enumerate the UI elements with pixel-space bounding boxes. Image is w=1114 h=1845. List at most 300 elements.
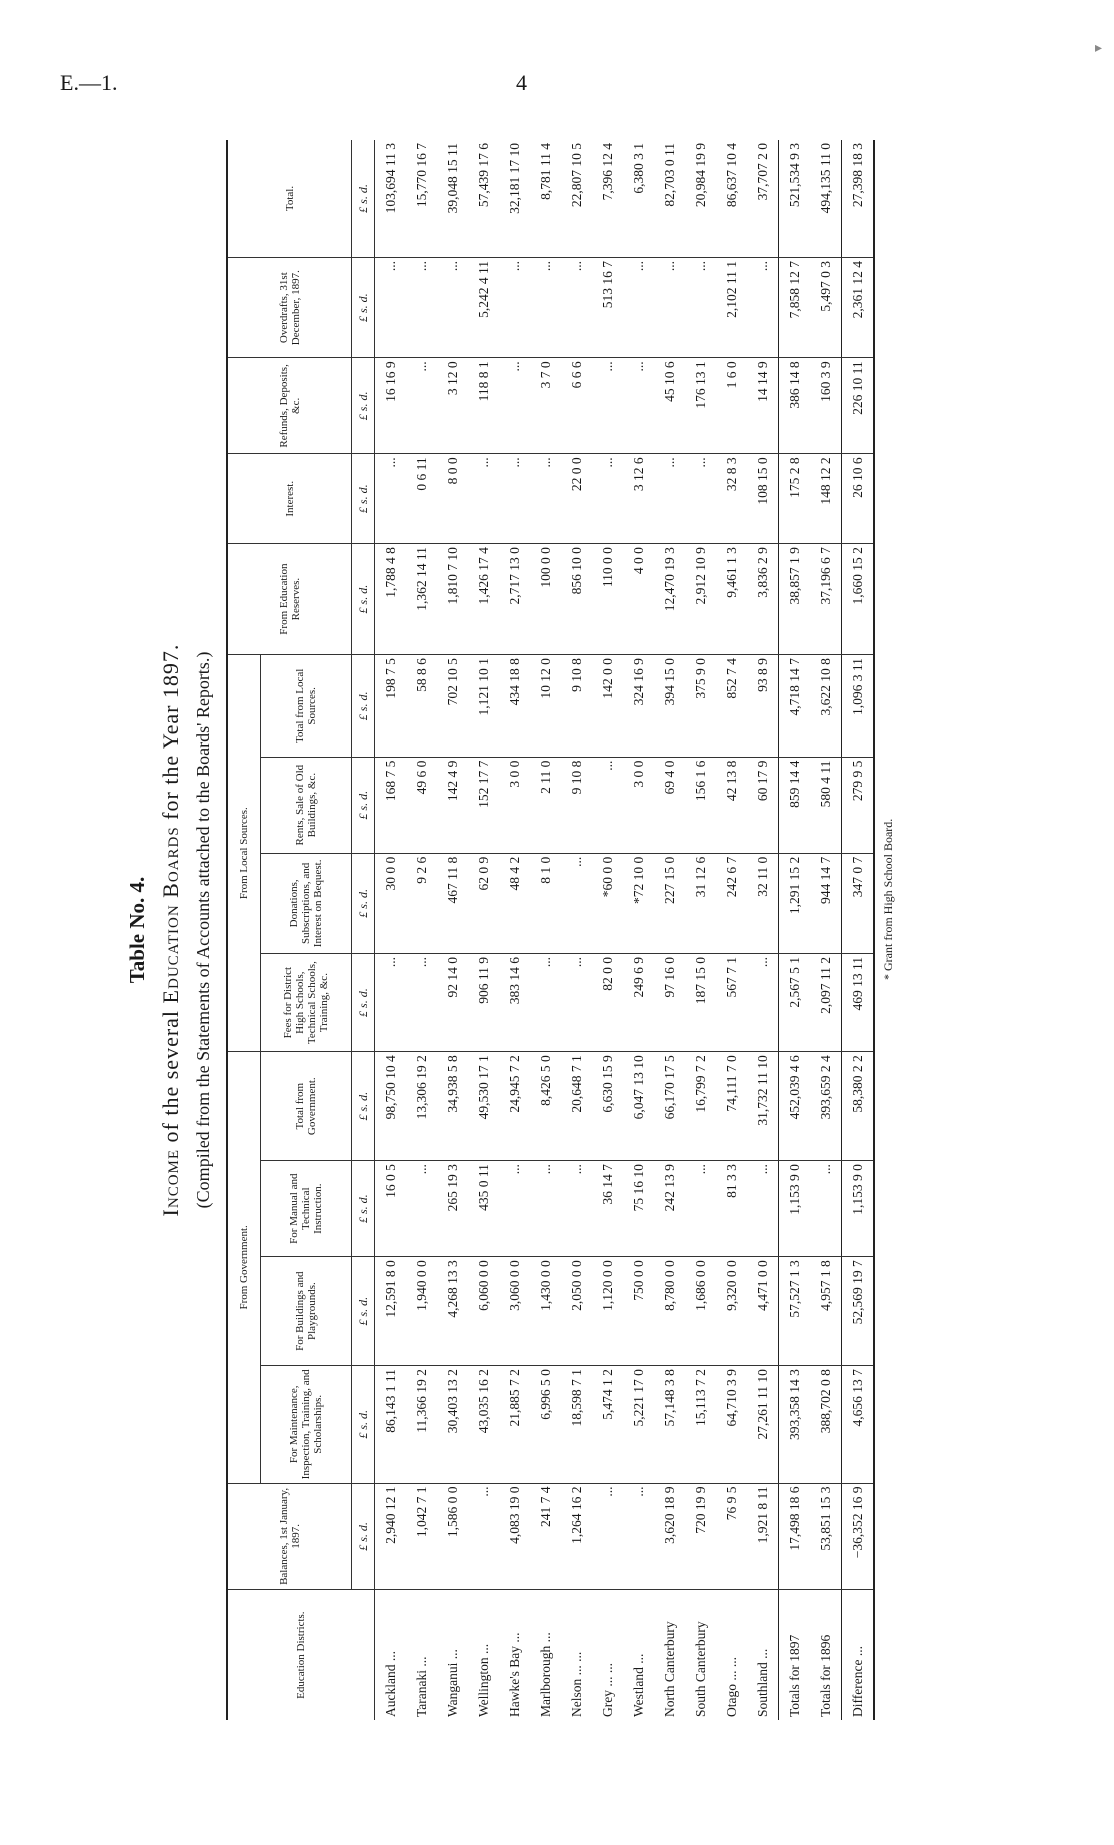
table-cell: 69 4 0 xyxy=(654,757,685,853)
table-cell: 75 16 10 xyxy=(623,1161,654,1257)
table-row xyxy=(499,140,530,1720)
table-cell: 92 14 0 xyxy=(437,954,468,1052)
table-cell: 21,885 7 2 xyxy=(499,1366,530,1483)
table-cell: 9 10 8 xyxy=(561,757,592,853)
table-cell: 1,264 16 2 xyxy=(561,1483,592,1590)
table-cell: ... xyxy=(747,954,779,1052)
table-cell: 32,181 17 10 xyxy=(499,140,530,258)
table-cell: 97 16 0 xyxy=(654,954,685,1052)
table-cell: 4,083 19 0 xyxy=(499,1483,530,1590)
table-row xyxy=(842,140,875,1720)
table-cell: 2,097 11 2 xyxy=(810,954,842,1052)
table-row xyxy=(437,140,468,1720)
table-cell: 64,710 3 9 xyxy=(716,1366,747,1483)
col-total-local: Total from Local Sources. xyxy=(261,655,352,758)
table-cell: 22,807 10 5 xyxy=(561,140,592,258)
table-cell: ... xyxy=(685,454,716,544)
unit-label: £ s. d. xyxy=(352,954,375,1052)
table-cell: 98,750 10 4 xyxy=(375,1052,407,1161)
table-cell: 36 14 7 xyxy=(592,1161,623,1257)
table-cell: 86,143 1 11 xyxy=(375,1366,407,1483)
table-cell: 1,586 0 0 xyxy=(437,1483,468,1590)
table-cell: 944 14 7 xyxy=(810,853,842,953)
col-total: Total. xyxy=(227,140,352,258)
unit-label: £ s. d. xyxy=(352,454,375,544)
table-cell: 168 7 5 xyxy=(375,757,407,853)
col-refunds: Refunds, Deposits, &c. xyxy=(227,358,352,454)
table-cell: 324 16 9 xyxy=(623,655,654,758)
district-name: Westland ... xyxy=(630,1653,646,1717)
table-cell: 242 13 9 xyxy=(654,1161,685,1257)
table-cell: 17,498 18 6 xyxy=(779,1483,811,1590)
table-cell: 580 4 11 xyxy=(810,757,842,853)
table-cell: 58 8 6 xyxy=(406,655,437,758)
table-row xyxy=(468,140,499,1720)
table-cell: 3,836 2 9 xyxy=(747,544,779,655)
table-cell: 6,060 0 0 xyxy=(468,1257,499,1366)
col-district: Education Districts. xyxy=(227,1590,375,1720)
table-cell: 1 6 0 xyxy=(716,358,747,454)
unit-label: £ s. d. xyxy=(352,1257,375,1366)
table-cell: 388,702 0 8 xyxy=(810,1366,842,1483)
table-cell: 241 7 4 xyxy=(530,1483,561,1590)
table-cell: 1,121 10 1 xyxy=(468,655,499,758)
footnote: * Grant from High School Board. xyxy=(881,818,895,980)
table-cell: 4,656 13 7 xyxy=(842,1366,875,1483)
table-cell: 1,096 3 11 xyxy=(842,655,875,758)
table-cell: 27,261 11 10 xyxy=(747,1366,779,1483)
table-cell: ... xyxy=(685,1161,716,1257)
table-row xyxy=(375,140,407,1720)
table-cell: *72 10 0 xyxy=(623,853,654,953)
table-cell: ... xyxy=(592,454,623,544)
header-group-row xyxy=(227,140,261,1720)
table-cell: ... xyxy=(468,454,499,544)
table-cell: 8,426 5 0 xyxy=(530,1052,561,1161)
table-cell: 2,050 0 0 xyxy=(561,1257,592,1366)
table-cell: 3,620 18 9 xyxy=(654,1483,685,1590)
table-cell: 265 19 3 xyxy=(437,1161,468,1257)
table-cell: 469 13 11 xyxy=(842,954,875,1052)
table-cell: 3 12 6 xyxy=(623,454,654,544)
table-cell: 393,659 2 4 xyxy=(810,1052,842,1161)
table-cell: 86,637 10 4 xyxy=(716,140,747,258)
col-donations: Donations, Subscriptions, and Interest on Bequest. xyxy=(261,853,352,953)
units-row xyxy=(352,140,375,1720)
table-cell: 1,810 7 10 xyxy=(437,544,468,655)
table-cell: 720 19 9 xyxy=(685,1483,716,1590)
table-cell: ... xyxy=(623,358,654,454)
col-fees: Fees for District High Schools, Technical Schools, Training, &c. xyxy=(261,954,352,1052)
district-name: Grey ... ... xyxy=(599,1663,615,1717)
title-mid: of the several xyxy=(158,1003,183,1149)
table-cell: 62 0 9 xyxy=(468,853,499,953)
table-cell: 906 11 9 xyxy=(468,954,499,1052)
table-row xyxy=(561,140,592,1720)
title-prefix: Income xyxy=(158,1148,183,1217)
unit-label: £ s. d. xyxy=(352,1161,375,1257)
table-cell: 1,120 0 0 xyxy=(592,1257,623,1366)
unit-label: £ s. d. xyxy=(352,757,375,853)
table-cell: 7,858 12 7 xyxy=(779,258,811,358)
table-cell: 2,102 11 1 xyxy=(716,258,747,358)
table-cell: 93 8 9 xyxy=(747,655,779,758)
table-cell: ... xyxy=(499,258,530,358)
district-name: Southland ... xyxy=(754,1648,770,1717)
table-cell: 1,042 7 1 xyxy=(406,1483,437,1590)
table-cell: ... xyxy=(530,1161,561,1257)
table-cell: 152 17 7 xyxy=(468,757,499,853)
table-cell: 3,622 10 8 xyxy=(810,655,842,758)
table-cell: 249 6 9 xyxy=(623,954,654,1052)
table-cell: ... xyxy=(530,454,561,544)
table-cell: 12,470 19 3 xyxy=(654,544,685,655)
table-cell: 9,320 0 0 xyxy=(716,1257,747,1366)
unit-label: £ s. d. xyxy=(352,140,375,258)
table-cell: 74,111 7 0 xyxy=(716,1052,747,1161)
table-cell: ... xyxy=(375,954,407,1052)
table-cell: 3,060 0 0 xyxy=(499,1257,530,1366)
table-cell: 394 15 0 xyxy=(654,655,685,758)
table-row xyxy=(810,140,842,1720)
table-cell: 37,707 2 0 xyxy=(747,140,779,258)
table-cell: 383 14 6 xyxy=(499,954,530,1052)
table-cell: 57,148 3 8 xyxy=(654,1366,685,1483)
table-cell: 32 11 0 xyxy=(747,853,779,953)
district-name: Wanganui ... xyxy=(444,1649,460,1717)
unit-label: £ s. d. xyxy=(352,853,375,953)
district-name: Taranaki ... xyxy=(413,1656,429,1717)
table-cell: 386 14 8 xyxy=(779,358,811,454)
table-cell: 15,113 7 2 xyxy=(685,1366,716,1483)
table-cell: 20,984 19 9 xyxy=(685,140,716,258)
table-cell: 3 7 0 xyxy=(530,358,561,454)
unit-label: £ s. d. xyxy=(352,544,375,655)
table-row xyxy=(623,140,654,1720)
unit-label: £ s. d. xyxy=(352,258,375,358)
table-cell: ... xyxy=(561,258,592,358)
table-cell: 49,530 17 1 xyxy=(468,1052,499,1161)
table-cell: 1,686 0 0 xyxy=(685,1257,716,1366)
col-balances: Balances, 1st January, 1897. xyxy=(227,1483,352,1590)
table-label: Table No. 4. xyxy=(125,876,149,984)
table-cell: 13,306 19 2 xyxy=(406,1052,437,1161)
table-cell: 1,153 9 0 xyxy=(779,1161,811,1257)
table-cell: ... xyxy=(654,258,685,358)
table-cell: 347 0 7 xyxy=(842,853,875,953)
col-overdrafts: Overdrafts, 31st December, 1897. xyxy=(227,258,352,358)
table-cell: ... xyxy=(499,358,530,454)
table-cell: ... xyxy=(406,258,437,358)
table-cell: 6 6 6 xyxy=(561,358,592,454)
table-cell: 852 7 4 xyxy=(716,655,747,758)
table-cell: 31 12 6 xyxy=(685,853,716,953)
district-name: Wellington ... xyxy=(475,1643,491,1717)
table-cell: 4,718 14 7 xyxy=(779,655,811,758)
unit-label: £ s. d. xyxy=(352,1366,375,1483)
table-cell: ... xyxy=(592,1483,623,1590)
table-cell: 1,291 15 2 xyxy=(779,853,811,953)
table-cell: 6,380 3 1 xyxy=(623,140,654,258)
district-name: Auckland ... xyxy=(382,1651,398,1717)
title-suffix: for the Year 1897. xyxy=(158,643,183,827)
table-cell: ... xyxy=(654,454,685,544)
col-interest: Interest. xyxy=(227,454,352,544)
table-cell: 1,153 9 0 xyxy=(842,1161,875,1257)
table-row xyxy=(592,140,623,1720)
table-cell: 5,221 17 0 xyxy=(623,1366,654,1483)
table-subtitle: (Compiled from the Statements of Accounts attached to the Boards' Reports.) xyxy=(193,651,213,1209)
table-cell: 53,851 15 3 xyxy=(810,1483,842,1590)
table-cell: 58,380 2 2 xyxy=(842,1052,875,1161)
table-cell: 4 0 0 xyxy=(623,544,654,655)
table-cell: 30,403 13 2 xyxy=(437,1366,468,1483)
unit-label: £ s. d. xyxy=(352,358,375,454)
table-cell: 375 9 0 xyxy=(685,655,716,758)
rotated-table-block xyxy=(120,140,1040,1720)
table-cell: 110 0 0 xyxy=(592,544,623,655)
table-cell: ... xyxy=(406,1161,437,1257)
table-cell: 8 1 0 xyxy=(530,853,561,953)
table-cell: 187 15 0 xyxy=(685,954,716,1052)
district-name: Otago ... ... xyxy=(723,1657,739,1717)
table-cell: 750 0 0 xyxy=(623,1257,654,1366)
table-cell: 82,703 0 11 xyxy=(654,140,685,258)
table-body xyxy=(375,140,875,1720)
table-cell: 3 0 0 xyxy=(623,757,654,853)
table-cell: ... xyxy=(468,1483,499,1590)
table-cell: 8,780 0 0 xyxy=(654,1257,685,1366)
table-cell: 4,471 0 0 xyxy=(747,1257,779,1366)
table-cell: 148 12 2 xyxy=(810,454,842,544)
table-cell: 118 8 1 xyxy=(468,358,499,454)
district-name: North Canterbury xyxy=(661,1621,677,1717)
table-cell: 11,366 19 2 xyxy=(406,1366,437,1483)
table-cell: 16 0 5 xyxy=(375,1161,407,1257)
district-name: South Canterbury xyxy=(692,1621,708,1717)
table-cell: 279 9 5 xyxy=(842,757,875,853)
table-cell: 175 2 8 xyxy=(779,454,811,544)
table-cell: 39,048 15 11 xyxy=(437,140,468,258)
table-cell: 66,170 17 5 xyxy=(654,1052,685,1161)
table-cell: 2 11 0 xyxy=(530,757,561,853)
table-cell: 57,439 17 6 xyxy=(468,140,499,258)
table-cell: 42 13 8 xyxy=(716,757,747,853)
table-cell: 859 14 4 xyxy=(779,757,811,853)
table-cell: 435 0 11 xyxy=(468,1161,499,1257)
table-cell: 34,938 5 8 xyxy=(437,1052,468,1161)
title-emph: Education Boards xyxy=(158,826,183,1004)
table-row xyxy=(406,140,437,1720)
table-cell: ... xyxy=(685,258,716,358)
table-cell: 24,945 7 2 xyxy=(499,1052,530,1161)
table-cell: 2,912 10 9 xyxy=(685,544,716,655)
table-cell: *60 0 0 xyxy=(592,853,623,953)
table-cell: 1,660 15 2 xyxy=(842,544,875,655)
table-cell: 226 10 11 xyxy=(842,358,875,454)
district-name: Totals for 1896 xyxy=(817,1634,833,1717)
table-cell: 1,362 14 11 xyxy=(406,544,437,655)
table-cell: 37,196 6 7 xyxy=(810,544,842,655)
table-cell: 513 16 7 xyxy=(592,258,623,358)
table-cell: ... xyxy=(406,954,437,1052)
district-name: Nelson ... ... xyxy=(568,1651,584,1717)
table-cell: −36,352 16 9 xyxy=(842,1483,875,1590)
col-rents: Rents, Sale of Old Buildings, &c. xyxy=(261,757,352,853)
table-cell: 5,497 0 3 xyxy=(810,258,842,358)
table-cell: 31,732 11 10 xyxy=(747,1052,779,1161)
table-cell: 6,047 13 10 xyxy=(623,1052,654,1161)
table-cell: 82 0 0 xyxy=(592,954,623,1052)
table-cell: 3 12 0 xyxy=(437,358,468,454)
table-cell: 103,694 11 3 xyxy=(375,140,407,258)
table-cell: 6,630 15 9 xyxy=(592,1052,623,1161)
table-cell: ... xyxy=(592,757,623,853)
table-cell: 1,940 0 0 xyxy=(406,1257,437,1366)
group-government: From Government. xyxy=(227,1052,261,1483)
table-row xyxy=(779,140,811,1720)
table-cell: 1,430 0 0 xyxy=(530,1257,561,1366)
table-cell: 48 4 2 xyxy=(499,853,530,953)
table-cell: ... xyxy=(375,258,407,358)
table-cell: 76 9 5 xyxy=(716,1483,747,1590)
table-cell: 32 8 3 xyxy=(716,454,747,544)
table-cell: 15,770 16 7 xyxy=(406,140,437,258)
table-cell: 57,527 1 3 xyxy=(779,1257,811,1366)
unit-label: £ s. d. xyxy=(352,1483,375,1590)
district-name: Marlborough ... xyxy=(537,1632,553,1717)
table-cell: 176 13 1 xyxy=(685,358,716,454)
table-cell: 22 0 0 xyxy=(561,454,592,544)
table-cell: 2,717 13 0 xyxy=(499,544,530,655)
table-cell: 702 10 5 xyxy=(437,655,468,758)
table-cell: 434 18 8 xyxy=(499,655,530,758)
table-cell: ... xyxy=(623,258,654,358)
table-cell: 16,799 7 2 xyxy=(685,1052,716,1161)
group-local: From Local Sources. xyxy=(227,655,261,1052)
table-cell: ... xyxy=(561,1161,592,1257)
unit-label: £ s. d. xyxy=(352,1052,375,1161)
edge-mark: ▸ xyxy=(1095,41,1103,56)
table-cell: ... xyxy=(592,358,623,454)
table-cell: 43,035 16 2 xyxy=(468,1366,499,1483)
table-cell: ... xyxy=(375,454,407,544)
col-maintenance: For Maintenance, Inspection, Training, and Scholarships. xyxy=(261,1366,352,1483)
col-buildings: For Buildings and Playgrounds. xyxy=(261,1257,352,1366)
table-cell: 10 12 0 xyxy=(530,655,561,758)
table-cell: ... xyxy=(499,1161,530,1257)
table-title xyxy=(154,140,188,1720)
table-cell: 38,857 1 9 xyxy=(779,544,811,655)
table-row xyxy=(716,140,747,1720)
col-reserves: From Education Reserves. xyxy=(227,544,352,655)
table-cell: ... xyxy=(747,1161,779,1257)
table-row xyxy=(685,140,716,1720)
table-cell: ... xyxy=(561,853,592,953)
income-table xyxy=(226,140,875,1720)
table-cell: ... xyxy=(406,358,437,454)
table-cell: ... xyxy=(499,454,530,544)
table-cell: 49 6 0 xyxy=(406,757,437,853)
table-cell: 142 0 0 xyxy=(592,655,623,758)
table-cell: 2,940 12 1 xyxy=(375,1483,407,1590)
table-cell: 9 2 6 xyxy=(406,853,437,953)
col-manual: For Manual and Technical Instruction. xyxy=(261,1161,352,1257)
district-name: Hawke's Bay ... xyxy=(506,1632,522,1717)
table-cell: 16 16 9 xyxy=(375,358,407,454)
table-cell: ... xyxy=(747,258,779,358)
district-name: Difference ... xyxy=(842,1590,875,1720)
table-cell: 2,567 5 1 xyxy=(779,954,811,1052)
page-reference: E.—1. xyxy=(60,70,118,95)
table-cell: 8,781 11 4 xyxy=(530,140,561,258)
table-row xyxy=(747,140,779,1720)
table-cell: ... xyxy=(437,258,468,358)
table-cell: 100 0 0 xyxy=(530,544,561,655)
table-cell: 14 14 9 xyxy=(747,358,779,454)
table-cell: 7,396 12 4 xyxy=(592,140,623,258)
table-cell: 856 10 0 xyxy=(561,544,592,655)
table-cell: 5,474 1 2 xyxy=(592,1366,623,1483)
table-cell: 52,569 19 7 xyxy=(842,1257,875,1366)
table-cell: 9 10 8 xyxy=(561,655,592,758)
district-name: Totals for 1897 xyxy=(779,1590,811,1720)
table-cell: 198 7 5 xyxy=(375,655,407,758)
table-cell: ... xyxy=(623,1483,654,1590)
table-cell: 81 3 3 xyxy=(716,1161,747,1257)
table-cell: 160 3 9 xyxy=(810,358,842,454)
table-cell: 452,039 4 6 xyxy=(779,1052,811,1161)
table-cell: 227 15 0 xyxy=(654,853,685,953)
table-cell: 521,534 9 3 xyxy=(779,140,811,258)
table-cell: 30 0 0 xyxy=(375,853,407,953)
col-total-gov: Total from Government. xyxy=(261,1052,352,1161)
table-cell: 393,358 14 3 xyxy=(779,1366,811,1483)
table-cell: 467 11 8 xyxy=(437,853,468,953)
table-cell: 4,268 13 3 xyxy=(437,1257,468,1366)
table-cell: 27,398 18 3 xyxy=(842,140,875,258)
table-cell: 142 4 9 xyxy=(437,757,468,853)
table-cell: 18,598 7 1 xyxy=(561,1366,592,1483)
table-row xyxy=(654,140,685,1720)
page-number: 4 xyxy=(516,70,527,95)
table-cell: 6,996 5 0 xyxy=(530,1366,561,1483)
table-cell: 3 0 0 xyxy=(499,757,530,853)
table-cell: 108 15 0 xyxy=(747,454,779,544)
table-cell: 1,921 8 11 xyxy=(747,1483,779,1590)
table-cell: ... xyxy=(530,258,561,358)
table-cell: 242 6 7 xyxy=(716,853,747,953)
table-cell: 2,361 12 4 xyxy=(842,258,875,358)
table-cell: ... xyxy=(530,954,561,1052)
table-cell: ... xyxy=(561,954,592,1052)
table-cell: 20,648 7 1 xyxy=(561,1052,592,1161)
table-cell: 45 10 6 xyxy=(654,358,685,454)
table-cell: ... xyxy=(810,1161,842,1257)
table-cell: 8 0 0 xyxy=(437,454,468,544)
unit-label: £ s. d. xyxy=(352,655,375,758)
table-row xyxy=(530,140,561,1720)
table-cell: 1,788 4 8 xyxy=(375,544,407,655)
table-cell: 4,957 1 8 xyxy=(810,1257,842,1366)
table-cell: 60 17 9 xyxy=(747,757,779,853)
table-cell: 12,591 8 0 xyxy=(375,1257,407,1366)
table-cell: 0 6 11 xyxy=(406,454,437,544)
table-cell: 5,242 4 11 xyxy=(468,258,499,358)
table-cell: 1,426 17 4 xyxy=(468,544,499,655)
table-cell: 156 1 6 xyxy=(685,757,716,853)
table-cell: 567 7 1 xyxy=(716,954,747,1052)
